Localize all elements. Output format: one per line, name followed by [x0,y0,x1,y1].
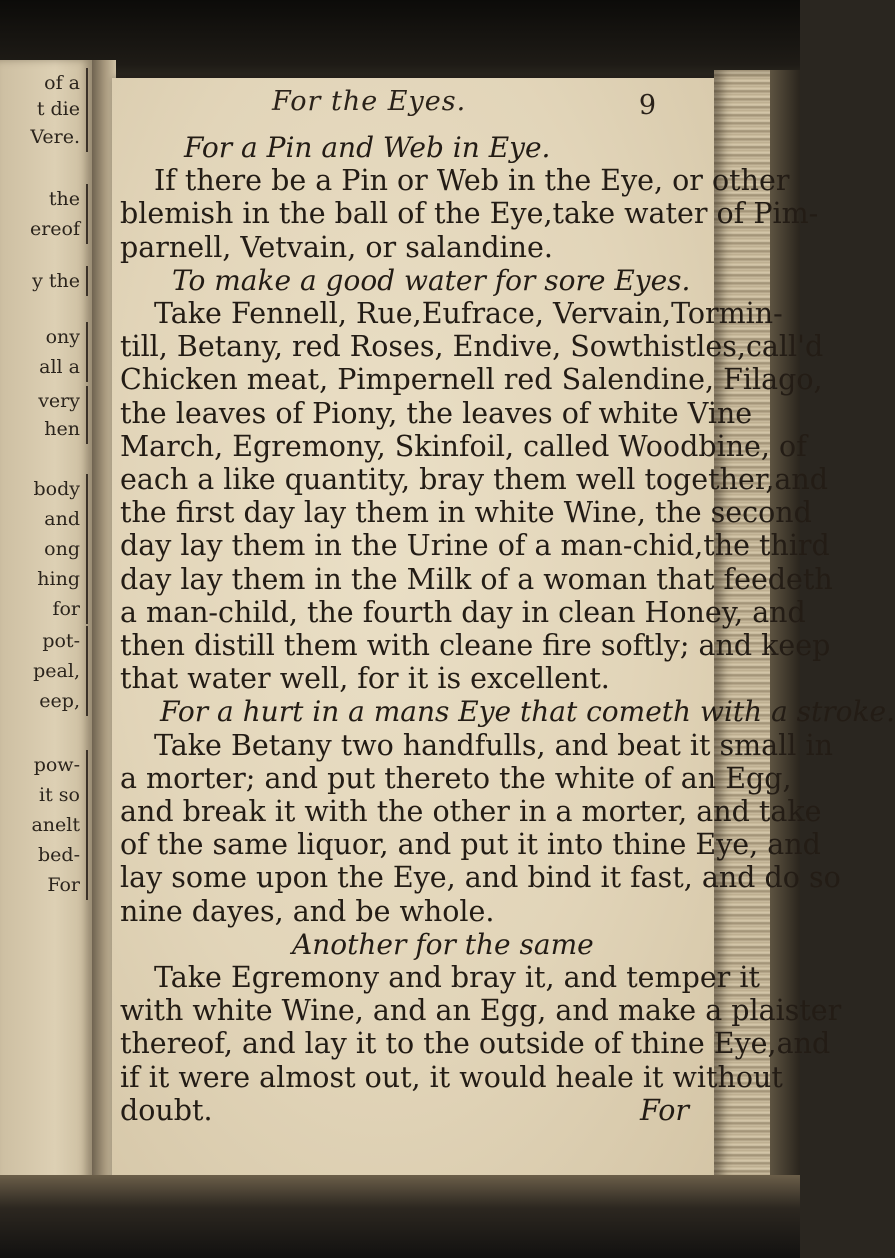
catchword: For [640,1093,689,1127]
text-line: parnell, Vetvain, or salandine. [120,230,553,264]
text-line: till, Betany, red Roses, Endive, Sowthistles,call'd [120,330,824,364]
previous-page-fragment: and [4,504,88,534]
previous-page-fragment: peal, [4,656,88,686]
text-line: If there be a Pin or Web in the Eye, or other [154,164,790,198]
text-line: day lay them in the Urine of a man-chid,the third [120,529,830,563]
previous-page-fragment: ereof [4,214,88,244]
previous-page-fragment: y the [4,266,88,296]
text-line: if it were almost out, it would heale it without [120,1060,783,1094]
text-line: a morter; and put thereto the white of an Egg, [120,761,792,795]
previous-page-fragment: t die [4,94,88,124]
text-line: day lay them in the Milk of a woman that feedeth [120,562,833,596]
previous-page-fragment: pot- [4,626,88,656]
text-line: thereof, and lay it to the outside of thine Eye,and [120,1027,831,1061]
previous-page-fragment: anelt [4,810,88,840]
previous-page-fragment: Vere. [4,122,88,152]
text-line: Take Betany two handfulls, and beat it small in [154,728,833,762]
text-line: Take Fennell, Rue,Eufrace, Vervain,Tormin- [154,297,783,330]
text-line: nine dayes, and be whole. [120,894,495,928]
text-line: each a like quantity, bray them well together,and [120,463,828,496]
text-line: then distill them with cleane fire softly; and keep [120,629,831,662]
previous-page-edge [0,60,92,1200]
page-header [176,86,656,130]
previous-page-fragment: all a [4,352,88,382]
text-line: that water well, for it is excellent. [120,662,610,696]
previous-page-fragment: very [4,386,88,416]
text-line: doubt. [120,1093,213,1127]
text-line: of the same liquor, and put it into thine Eye, and [120,828,821,862]
text-line: March, Egremony, Skinfoil, called Woodbine, of [120,429,807,463]
page-number: 9 [638,90,656,121]
text-line: lay some upon the Eye, and bind it fast, and do so [120,861,841,895]
previous-page-fragment: hing [4,564,88,594]
previous-page-fragment: pow- [4,750,88,780]
bottom-shadow [0,1175,800,1258]
previous-page-fragment: the [4,184,88,214]
text-line: blemish in the ball of the Eye,take water of Pim- [120,197,819,231]
text-line: with white Wine, and an Egg, and make a plaister [120,994,842,1028]
previous-page-fragment: ony [4,322,88,352]
section-heading: For a hurt in a mans Eye that cometh with a stroke. [160,695,895,729]
previous-page-fragment: ong [4,534,88,564]
section-heading: Another for the same [292,927,594,961]
text-line: the leaves of Piony, the leaves of white Vine [120,396,753,430]
previous-page-fragment: eep, [4,686,88,716]
previous-page-fragment: bed- [4,840,88,870]
text-line: Chicken meat, Pimpernell red Salendine, Filago, [120,363,823,397]
text-line: Take Egremony and bray it, and temper it [154,961,760,994]
previous-page-fragment: of a [4,68,88,98]
previous-page-fragment: body [4,474,88,504]
section-heading: To make a good water for sore Eyes. [172,263,691,297]
previous-page-fragment: For [4,870,88,900]
previous-page-fragment: it so [4,780,88,810]
text-line: the first day lay them in white Wine, the second [120,496,812,530]
previous-page-fragment: for [4,594,88,624]
text-line: a man-child, the fourth day in clean Honey, and [120,595,806,629]
running-head: For the Eyes. [272,86,467,117]
section-heading: For a Pin and Web in Eye. [184,131,551,164]
text-line: and break it with the other in a morter, and take [120,795,822,828]
previous-page-fragment: hen [4,414,88,444]
